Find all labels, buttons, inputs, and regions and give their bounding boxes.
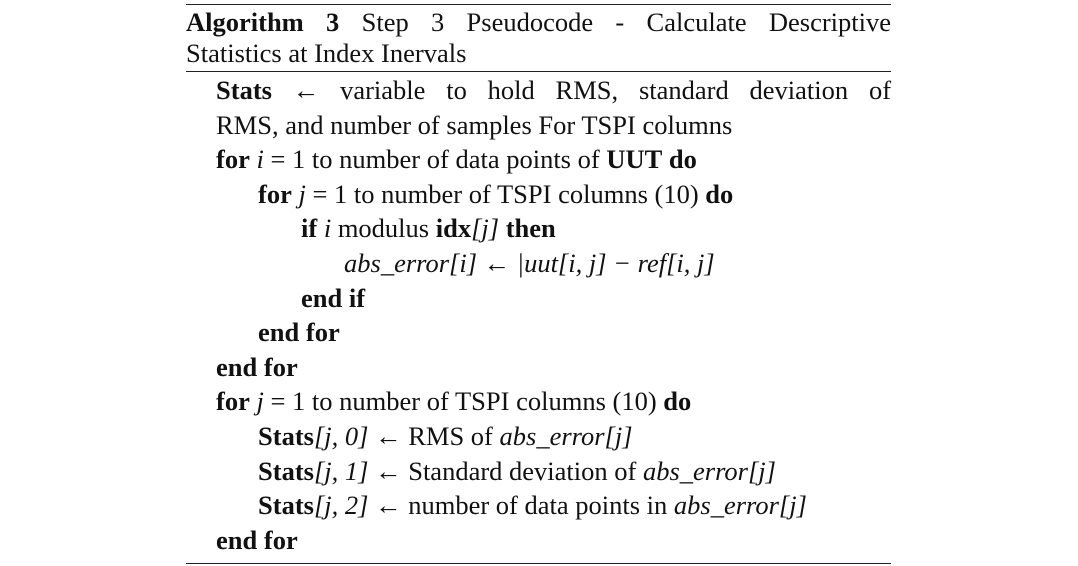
loop-start: = 1	[312, 178, 348, 209]
abs-error-ref: abs_error[j]	[499, 420, 633, 451]
line-1	[186, 73, 891, 108]
to-keyword: to	[311, 144, 333, 175]
line-11	[186, 419, 891, 454]
stats-var: Stats	[258, 455, 314, 486]
end-for-keyword: end for	[258, 317, 340, 348]
abs-error-lhs: abs_error[i]	[344, 247, 478, 278]
for-keyword: for	[216, 144, 250, 175]
assign-arrow: ←	[292, 75, 320, 105]
line-1-text: variable to hold RMS, standard deviation of	[340, 75, 892, 105]
to-keyword: to	[353, 178, 375, 209]
caption-title-1: Step 3 Pseudocode - Calculate Descriptive	[361, 7, 892, 37]
algorithm-block	[186, 4, 891, 564]
line-5	[186, 211, 891, 246]
then-keyword: then	[505, 213, 556, 244]
line-10	[186, 384, 891, 419]
idx-var: idx	[435, 213, 472, 244]
loop-start: = 1	[270, 144, 306, 175]
stats-index: [j, 1]	[313, 455, 369, 486]
line-4	[186, 177, 891, 212]
uut-var: UUT	[606, 144, 663, 175]
line-4-text: number of TSPI columns (10)	[381, 178, 699, 209]
line-8	[186, 315, 891, 350]
caption-label: Algorithm 3	[186, 7, 340, 37]
for-keyword: for	[216, 386, 250, 417]
loop-var: j	[256, 386, 264, 417]
line-11-text: ← RMS of	[375, 420, 493, 451]
loop-start: = 1	[270, 386, 306, 417]
loop-var: j	[298, 178, 306, 209]
stats-var: Stats	[258, 490, 314, 521]
do-keyword: do	[705, 178, 734, 209]
if-keyword: if	[301, 213, 318, 244]
abs-error-ref: abs_error[j]	[642, 455, 776, 486]
line-13-text: ← number of data points in	[375, 490, 668, 521]
line-2-text: RMS, and number of samples For TSPI columns	[216, 109, 733, 140]
algorithm-caption	[186, 5, 891, 71]
line-13	[186, 488, 891, 523]
line-6	[186, 246, 891, 281]
line-2	[186, 108, 891, 143]
cond-var: i	[323, 213, 332, 244]
line-5-text: modulus	[337, 213, 430, 244]
caption-line-1	[186, 7, 891, 38]
stats-var: Stats	[258, 420, 314, 451]
line-7	[186, 281, 891, 316]
do-keyword: do	[663, 386, 692, 417]
algorithm-body	[186, 72, 891, 557]
to-keyword: to	[311, 386, 333, 417]
end-for-keyword: end for	[216, 524, 298, 555]
stats-var: Stats	[216, 75, 272, 105]
do-keyword: do	[668, 144, 697, 175]
assign-arrow: ←	[483, 247, 511, 278]
line-3-text: number of data points of	[339, 144, 600, 175]
abs-error-ref: abs_error[j]	[673, 490, 807, 521]
end-if-keyword: end if	[301, 282, 366, 313]
line-10-text: number of TSPI columns (10)	[339, 386, 657, 417]
end-for-keyword: end for	[216, 351, 298, 382]
abs-error-rhs: |uut[i, j] − ref[i, j]	[516, 247, 715, 278]
line-12-text: ← Standard deviation of	[375, 455, 637, 486]
stats-index: [j, 0]	[313, 420, 369, 451]
bottom-rule	[186, 563, 891, 564]
for-keyword: for	[258, 178, 292, 209]
stats-index: [j, 2]	[313, 490, 369, 521]
caption-title-2: Statistics at Index Inervals	[186, 38, 467, 68]
line-14	[186, 523, 891, 558]
loop-var: i	[256, 144, 264, 175]
idx-subscript: [j]	[471, 213, 500, 244]
line-9	[186, 350, 891, 385]
line-12	[186, 454, 891, 489]
line-3	[186, 142, 891, 177]
